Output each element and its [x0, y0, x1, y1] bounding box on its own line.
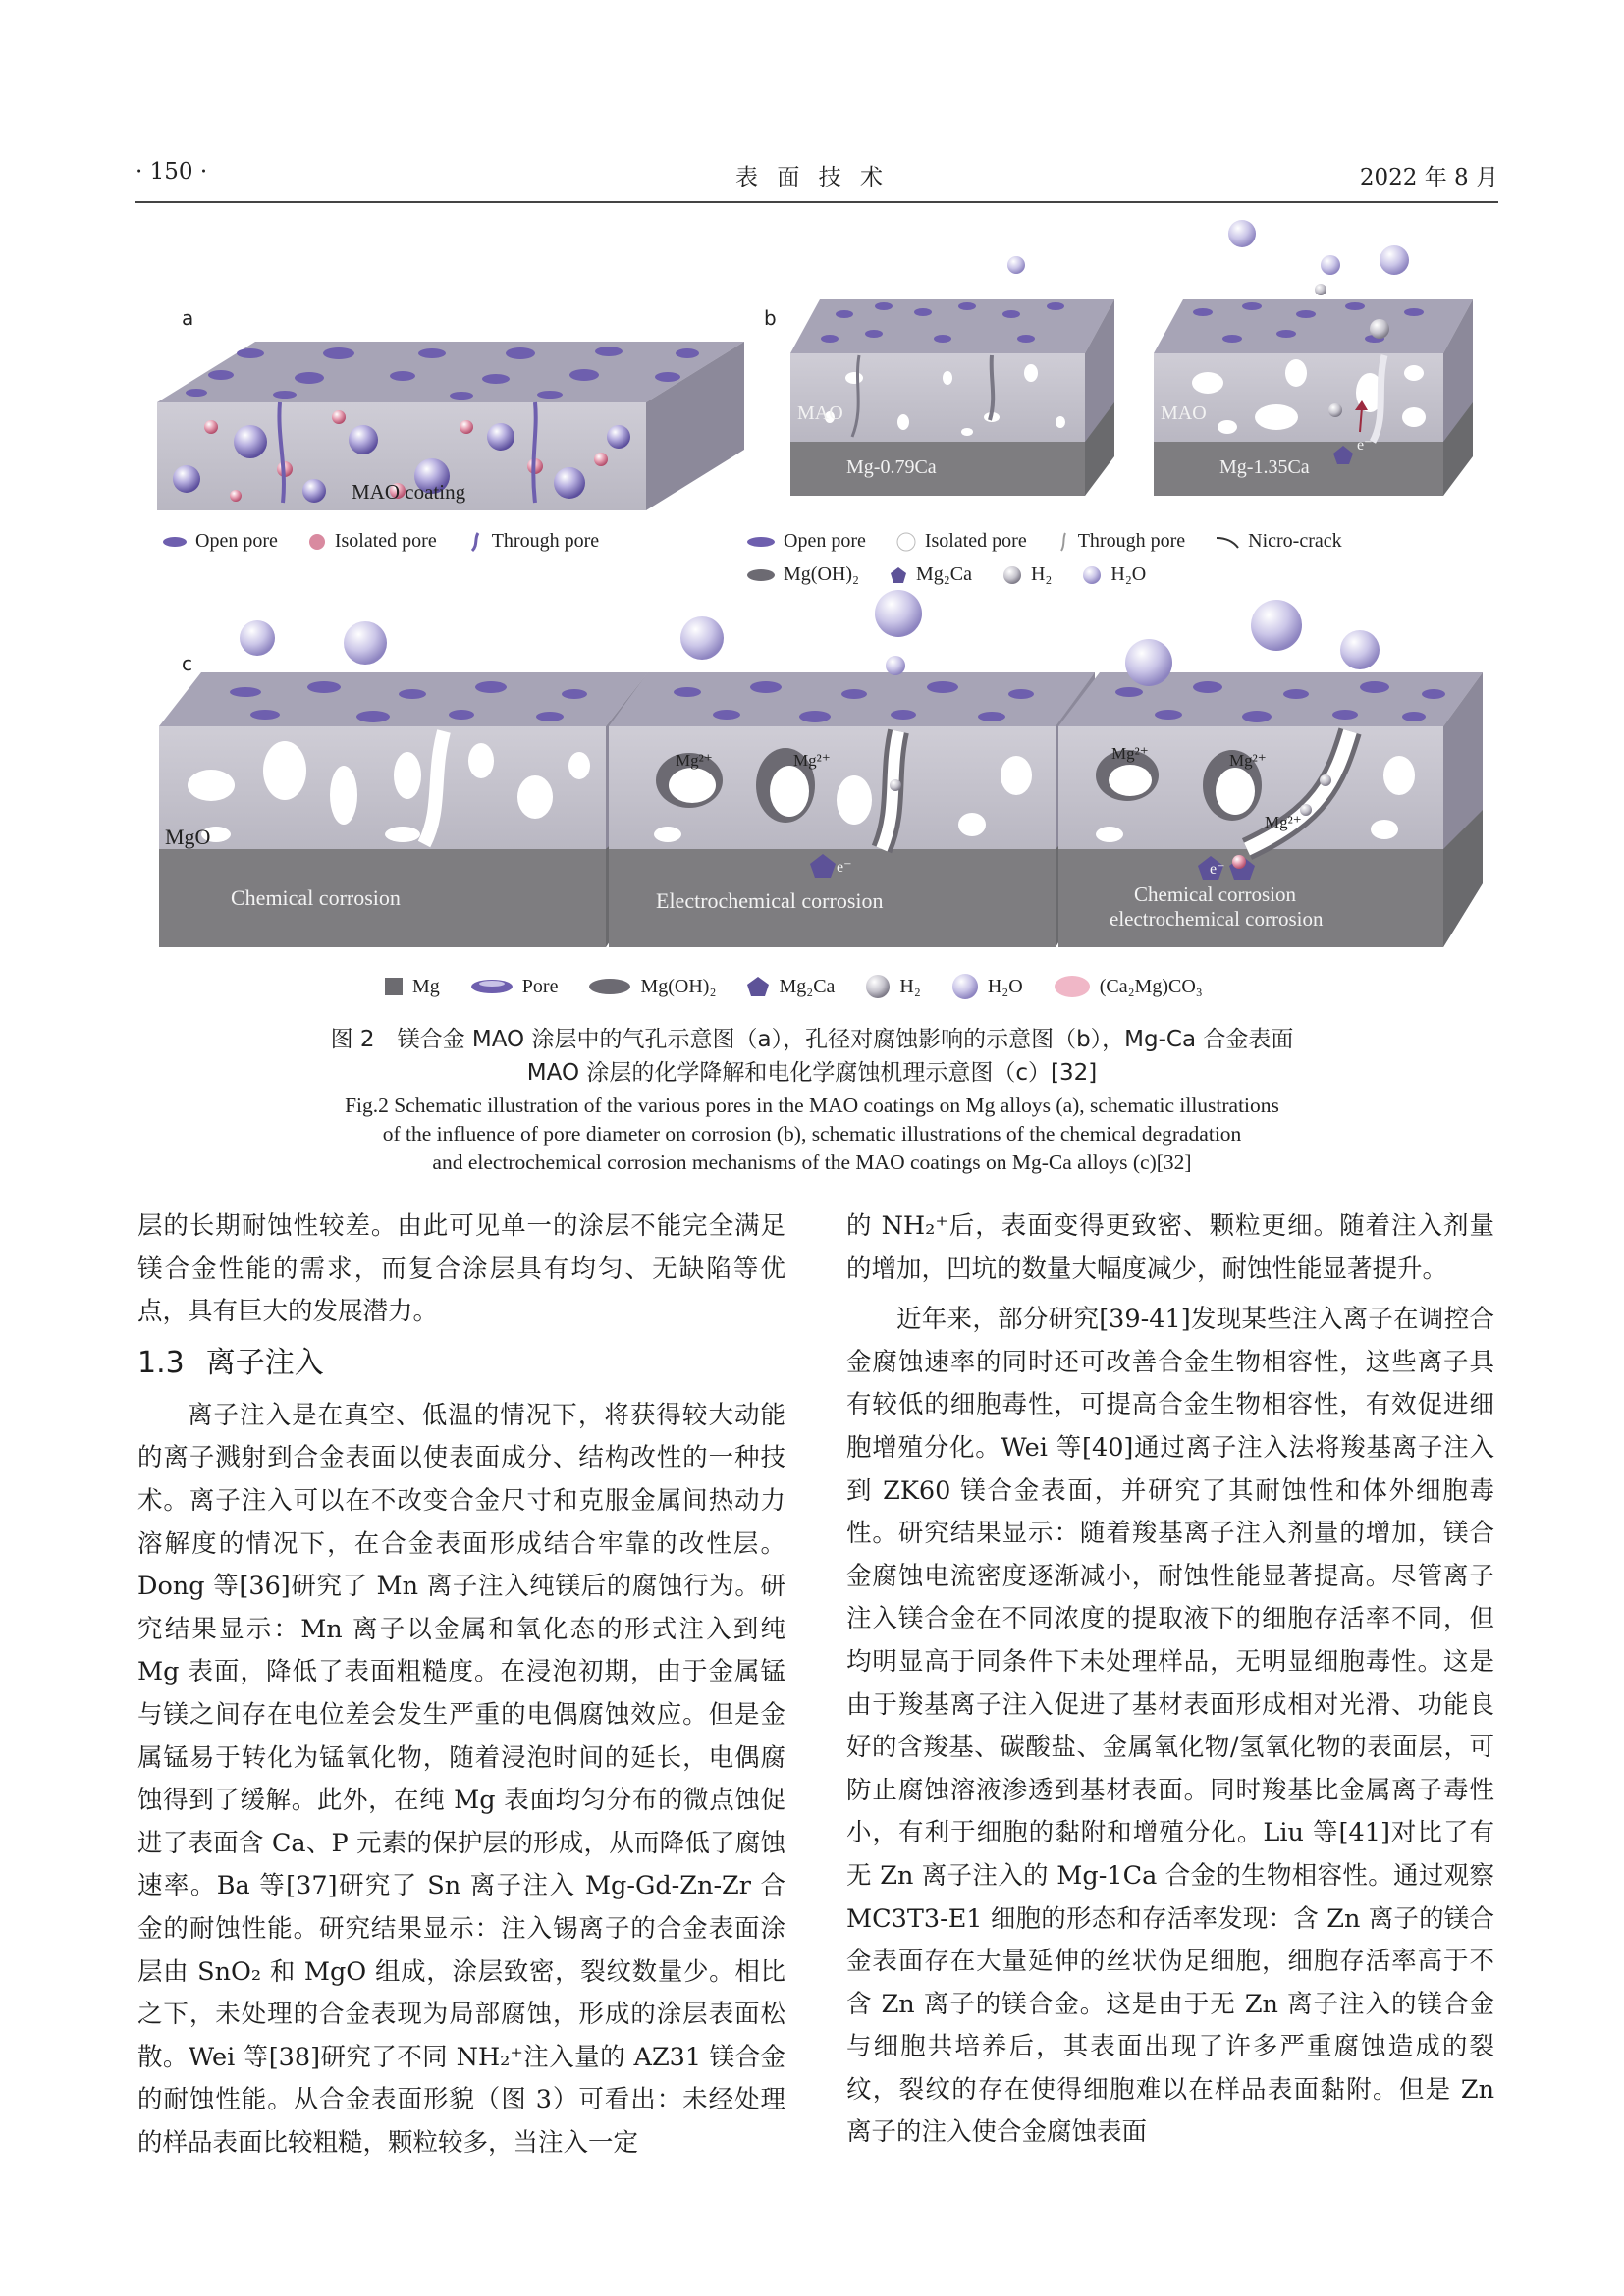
page-number: · 150 · — [135, 159, 208, 185]
right-column — [846, 1205, 1494, 2155]
caption-zh-line2: MAO 涂层的化学降解和电化学腐蚀机理示意图（c）[32] — [526, 1060, 1098, 1086]
legend-c-mgoh2: Mg(OH)₂ — [640, 975, 717, 997]
h2o-icon — [950, 972, 980, 1001]
caption-en-line2: of the influence of pore diameter on corrosion (b), schematic illustrations of the chemical degradation — [382, 1122, 1242, 1146]
left-paragraph-1: 层的长期耐蚀性较差。由此可见单一的涂层不能完全满足镁合金性能的需求，而复合涂层具有均匀、无缺陷等优点，具有巨大的发展潜力。 — [137, 1211, 785, 1327]
right-paragraph-1: 的 NH₂⁺后，表面变得更致密、颗粒更细。随着注入剂量的增加，凹坑的数量大幅度减少，耐蚀性能显著提升。 — [846, 1211, 1494, 1284]
legend-c-mg2ca: Mg₂Ca — [779, 975, 836, 997]
legend-a-through: Through pore — [491, 530, 600, 552]
legend-b-isolated: Isolated pore — [924, 530, 1027, 552]
mg-icon — [383, 976, 405, 997]
legend-b-through: Through pore — [1077, 530, 1186, 552]
panel-b-left-block — [790, 256, 1114, 496]
caption-en-line3: and electrochemical corrosion mechanisms of the MAO coatings on Mg-Ca alloys (c)[32] — [432, 1150, 1192, 1174]
panel-a-letter: a — [182, 306, 194, 330]
c3-mg2-label-3: Mg²⁺ — [1265, 813, 1302, 831]
legend-b-row2 — [746, 563, 1175, 586]
electrochemical-corrosion-label: Electrochemical corrosion — [656, 888, 884, 913]
caption-zh-line1: 图 2 镁合金 MAO 涂层中的气孔示意图（a），孔径对腐蚀影响的示意图（b），Mg-Ca 合金表面 — [330, 1027, 1294, 1052]
legend-a-isolated: Isolated pore — [334, 530, 437, 552]
panel-b-letter: b — [764, 306, 777, 330]
issue-date: 2022 年 8 月 — [1359, 165, 1498, 190]
b-right-alloy-label: Mg-1.35Ca — [1219, 456, 1310, 478]
left-paragraph-2: 离子注入是在真空、低温的情况下，将获得较大动能的离子溅射到合金表面以使表面成分、结构改性的一种技术。离子注入可以在不改变合金尺寸和克服金属间热动力溶解度的情况下，在合金表面形成结合牢靠的改性层。Dong 等[36]研究了 Mn 离子注入纯镁后的腐蚀行为。研究结果显示：Mn 离子以金属和氧化态的形式注入到纯 Mg 表面，降低了表面粗糙度。在浸泡初期，由于金属锰与镁之间存在电位差会发生严重的电偶腐蚀效应。但是金属锰易于转化为锰氧化物，随着浸泡时间的延长，电偶腐蚀得到了缓解。此外，在纯 Mg 表面均匀分布的微点蚀促进了表面含 Ca、P 元素的保护层的形成，从而降低了腐蚀速率。Ba 等[37]研究了 Sn 离子注入 Mg-Gd-Zn-Zr 合金的耐蚀性能。研究结果显示：注入锡离子的合金表面涂层由 SnO₂ 和 MgO 组成，涂层致密，裂纹数量少。相比之下，未处理的合金表现为局部腐蚀，形成的涂层表面松散。Wei 等[38]研究了不同 NH₂⁺注入量的 AZ31 镁合金的耐蚀性能。从合金表面形貌（图 3）可看出：未经处理的样品表面比较粗糙，颗粒较多，当注入一定 — [137, 1400, 785, 2158]
section-heading — [137, 1342, 785, 1385]
legend-b-h2: H₂ — [1030, 563, 1053, 585]
section-title: 离子注入 — [205, 1345, 324, 1380]
legend-b-h2o: H₂O — [1110, 563, 1147, 585]
mgo-label: MgO — [165, 825, 211, 849]
pore-icon — [469, 978, 514, 995]
legend-c-h2: H₂ — [899, 975, 921, 997]
c3-mg2-label-2: Mg²⁺ — [1229, 751, 1267, 770]
c3-electron-label: e⁻ — [1210, 861, 1225, 878]
c2-mg2-label-2: Mg²⁺ — [793, 751, 831, 770]
panel-c-block-electrochemical — [609, 590, 1095, 947]
legend-c-h2o: H₂O — [987, 975, 1023, 997]
journal-title: 表 面 技 术 — [735, 165, 889, 190]
legend-b-row1 — [746, 530, 1372, 553]
b-left-mao-label: MAO — [797, 402, 843, 424]
mgoh2-icon — [587, 977, 632, 996]
mg2ca-icon — [889, 565, 908, 585]
legend-b-crack: Nicro-crack — [1248, 530, 1342, 552]
legend-c-carbonate: (Ca₂Mg)CO₃ — [1099, 975, 1203, 997]
c3-mg2-label-1: Mg²⁺ — [1111, 744, 1149, 763]
b-left-alloy-label: Mg-0.79Ca — [846, 456, 937, 478]
h2-icon — [864, 973, 892, 1000]
panel-c-block-chemical — [159, 620, 648, 947]
c2-mg2-label-1: Mg²⁺ — [676, 751, 713, 770]
left-column — [137, 1205, 785, 2164]
c2-electron-label: e⁻ — [837, 859, 852, 876]
b-electron-label: e⁻ — [1357, 437, 1373, 454]
carbonate-icon — [1053, 974, 1092, 999]
b-right-mao-label: MAO — [1161, 402, 1207, 424]
legend-a — [162, 530, 628, 553]
chemical-corrosion-label: Chemical corrosion — [231, 885, 401, 910]
panel-b-right-block — [1154, 220, 1473, 496]
legend-c — [383, 972, 1232, 1001]
mao-coating-label: MAO coating — [352, 480, 466, 504]
panel-a-block — [157, 342, 744, 510]
isolated-pore-icon — [307, 532, 327, 552]
open-pore-icon — [746, 535, 776, 549]
mg2ca-icon — [745, 975, 771, 998]
h2-icon — [1001, 564, 1023, 586]
isolated-pore-icon — [895, 531, 917, 553]
open-pore-icon — [162, 535, 188, 549]
legend-b-mg2ca: Mg₂Ca — [915, 563, 972, 585]
through-pore-icon — [466, 531, 484, 553]
combined-label-2: electrochemical corrosion — [1110, 907, 1324, 931]
caption-en-line1: Fig.2 Schematic illustration of the various pores in the MAO coatings on Mg alloys (a), schematic illustrations — [345, 1094, 1279, 1117]
through-pore-icon — [1056, 531, 1070, 553]
legend-c-pore: Pore — [521, 975, 559, 997]
h2o-icon — [1081, 564, 1103, 586]
micro-crack-icon — [1215, 534, 1240, 550]
panel-c-letter: c — [182, 652, 192, 675]
legend-c-mg: Mg — [412, 975, 440, 997]
section-number: 1.3 — [137, 1345, 185, 1380]
legend-a-open: Open pore — [195, 530, 278, 552]
panel-c-block-combined — [1058, 600, 1483, 947]
right-paragraph-2: 近年来，部分研究[39-41]发现某些注入离子在调控合金腐蚀速率的同时还可改善合金生物相容性，这些离子具有较低的细胞毒性，可提高合金生物相容性，有效促进细胞增殖分化。Wei 等[40]通过离子注入法将羧基离子注入到 ZK60 镁合金表面，并研究了其耐蚀性和体外细胞毒性。研究结果显示：随着羧基离子注入剂量的增加，镁合金腐蚀电流密度逐渐减小，耐蚀性能显著提高。尽管离子注入镁合金在不同浓度的提取液下的细胞存活率不同，但均明显高于同条件下未处理样品，无明显细胞毒性。这是由于羧基离子注入促进了基材表面形成相对光滑、功能良好的含羧基、碳酸盐、金属氧化物/氢氧化物的表面层，可防止腐蚀溶液渗透到基材表面。同时羧基比金属离子毒性小，有利于细胞的黏附和增殖分化。Liu 等[41]对比了有无 Zn 离子注入的 Mg-1Ca 合金的生物相容性。通过观察 MC3T3-E1 细胞的形态和存活率发现：含 Zn 离子的镁合金表面存在大量延伸的丝状伪足细胞，细胞存活率高于不含 Zn 离子的镁合金。这是由于无 Zn 离子注入的镁合金与细胞共培养后，其表面出现了许多严重腐蚀造成的裂纹，裂纹的存在使得细胞难以在样品表面黏附。但是 Zn 离子的注入使合金腐蚀表面 — [846, 1305, 1494, 2148]
mgoh2-icon — [746, 567, 776, 583]
legend-b-open: Open pore — [784, 530, 866, 552]
combined-label-1: Chemical corrosion — [1134, 882, 1297, 906]
legend-b-mgoh2: Mg(OH)₂ — [784, 563, 859, 585]
